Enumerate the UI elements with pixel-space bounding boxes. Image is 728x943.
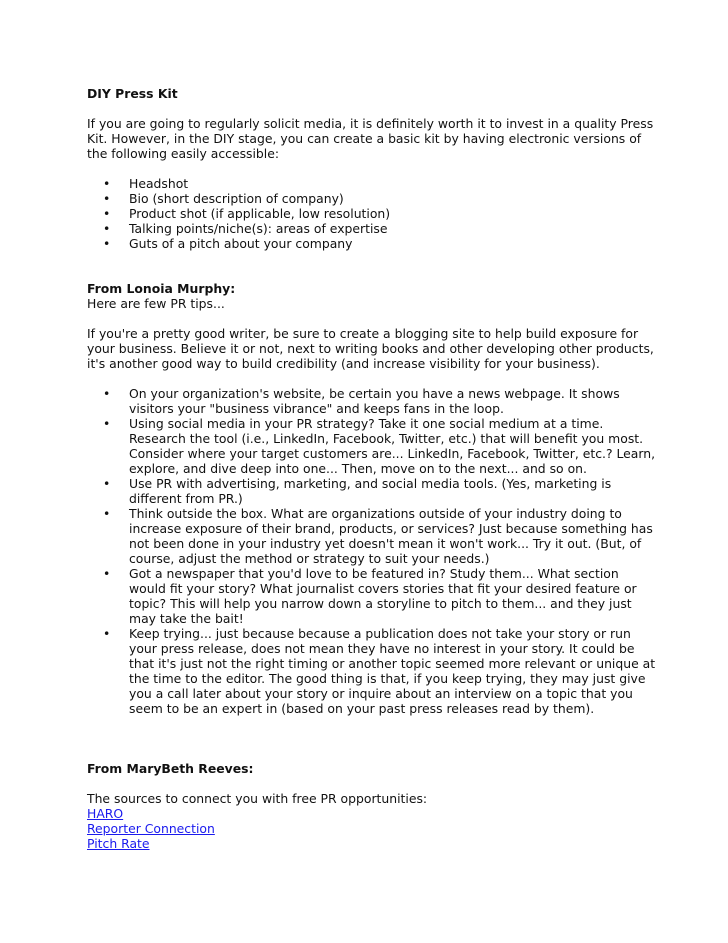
list-item: • On your organization's website, be certain you have a news webpage. It shows visitors your "business vibrance" and keeps fans in the loop. (103, 386, 620, 416)
bullet-icon: • (103, 206, 111, 221)
diy-kit-list (87, 176, 657, 251)
list-item: • Using social media in your PR strategy? Take it one social medium at a time. Research the tool (i.e., LinkedIn, Facebook, Twitter, etc.) that will benefit you most. Consider where your target customers are... LinkedIn, Facebook, Twitter, etc.? Learn, explore, and dive deep into one... Then, move on to the next... and so on. (103, 416, 656, 476)
bullet-icon: • (103, 176, 111, 191)
marybeth-intro: The sources to connect you with free PR opportunities: (87, 791, 428, 806)
lonoia-intro-paragraph: If you're a pretty good writer, be sure to create a blogging site to help build exposure for your business. Believe it or not, next to writing books and other developing other products, it's another good way to build credibility (and increase visibility for your business). (87, 326, 654, 371)
document-page (87, 86, 657, 851)
pitch-rate-link[interactable]: Pitch Rate (87, 836, 150, 851)
list-item: • Product shot (if applicable, low resolution) (103, 206, 391, 221)
list-item: • Headshot (103, 176, 189, 191)
diy-press-kit-heading: DIY Press Kit (87, 86, 178, 101)
bullet-icon: • (103, 476, 111, 491)
list-item: • Guts of a pitch about your company (103, 236, 353, 251)
bullet-icon: • (103, 626, 111, 641)
list-item: • Use PR with advertising, marketing, and social media tools. (Yes, marketing is different from PR.) (103, 476, 612, 506)
bullet-icon: • (103, 566, 111, 581)
bullet-icon: • (103, 236, 111, 251)
bullet-icon: • (103, 191, 111, 206)
list-item: • Talking points/niche(s): areas of expertise (103, 221, 388, 236)
list-item: • Keep trying... just because because a publication does not take your story or run your press release, does not mean they have no interest in your story. It could be that it's just not the right timing or another topic seemed more relevant or unique at the time to the editor. The good thing is that, if you keep trying, they may just give you a call later about your story or inquire about an interview on a topic that you seem to be an expert in (based on your past press releases read by them). (103, 626, 656, 716)
bullet-icon: • (103, 386, 111, 401)
bullet-icon: • (103, 221, 111, 236)
bullet-icon: • (103, 506, 111, 521)
haro-link[interactable]: HARO (87, 806, 124, 821)
marybeth-reeves-heading: From MaryBeth Reeves: (87, 761, 254, 776)
reporter-connection-link[interactable]: Reporter Connection (87, 821, 215, 836)
list-item: • Bio (short description of company) (103, 191, 344, 206)
list-item: • Think outside the box. What are organizations outside of your industry doing to increase exposure of their brand, products, or services? Just because something has not been done in your industry yet doesn't mean it won't work... Try it out. (But, of course, adjust the method or strategy to suit your needs.) (103, 506, 653, 566)
diy-intro-paragraph: If you are going to regularly solicit media, it is definitely worth it to invest in a quality Press Kit. However, in the DIY stage, you can create a basic kit by having electronic versions of the following easily accessible: (87, 116, 654, 161)
bullet-icon: • (103, 416, 111, 431)
lonoia-murphy-heading: From Lonoia Murphy: (87, 281, 236, 296)
list-item: • Got a newspaper that you'd love to be featured in? Study them... What section would fit your story? What journalist covers stories that fit your desired feature or topic? This will help you narrow down a storyline to pitch to them... and they just may take the bait! (103, 566, 637, 626)
lonoia-subline: Here are few PR tips... (87, 296, 225, 311)
pr-tips-list (87, 386, 657, 716)
